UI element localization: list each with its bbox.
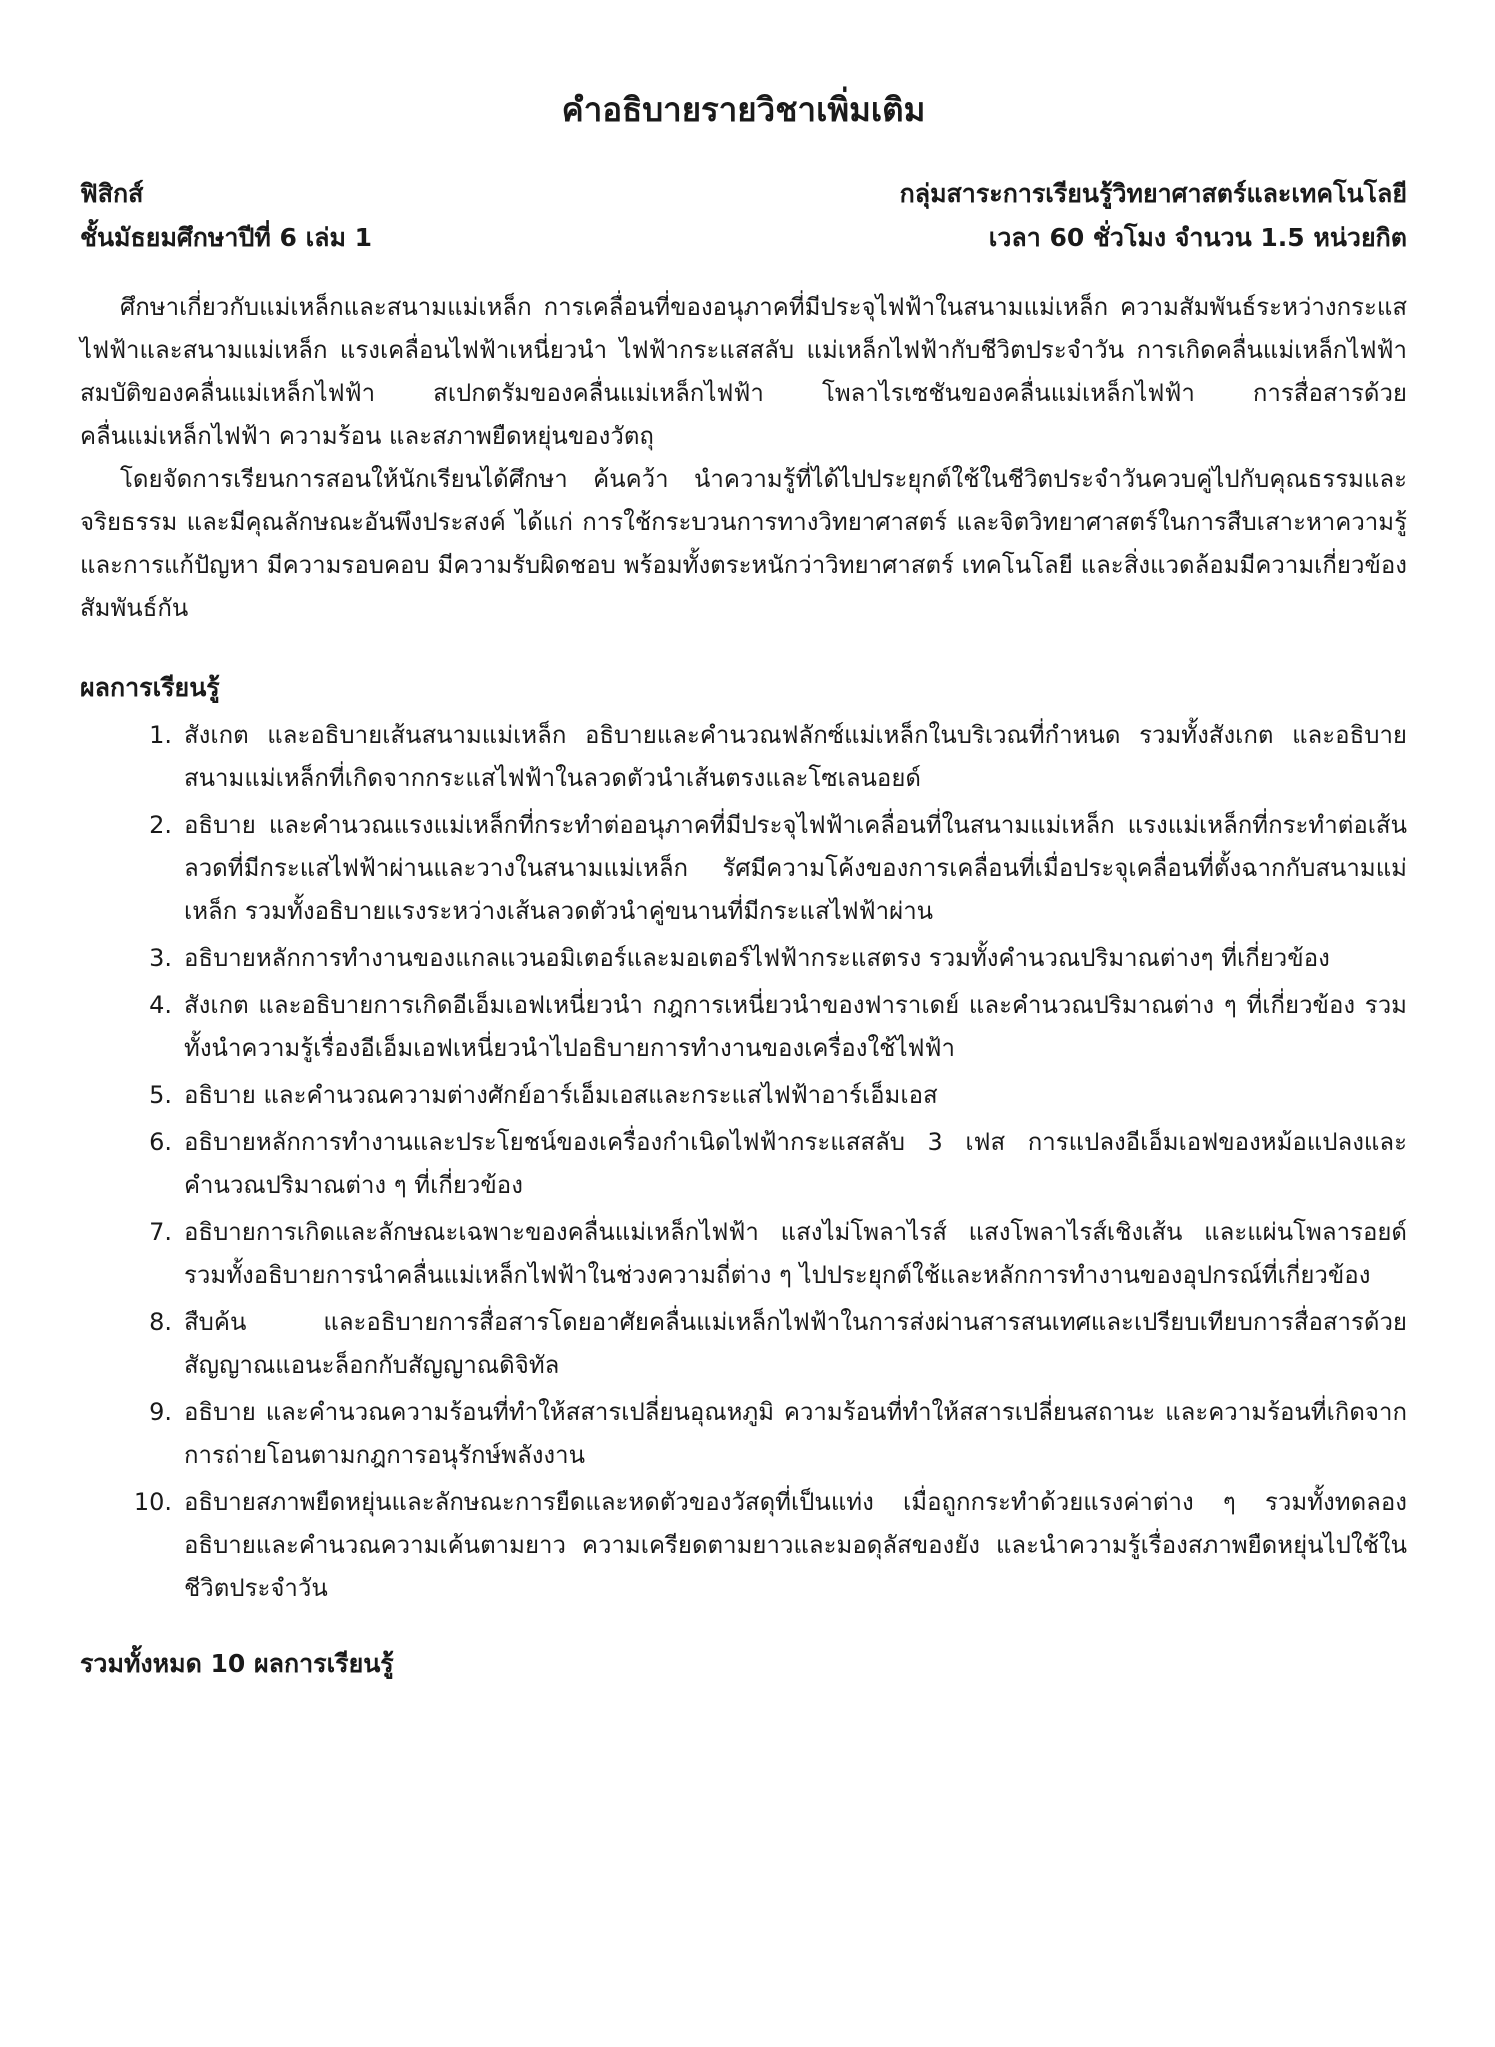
subject-name: ฟิสิกส์ <box>80 179 144 208</box>
header-row-grade <box>80 216 1407 260</box>
learning-area: กลุ่มสาระการเรียนรู้วิทยาศาสตร์และเทคโนโลยี <box>899 179 1407 208</box>
outcome-item <box>80 984 1407 1070</box>
outcome-number: 3. <box>149 944 172 972</box>
course-description <box>80 286 1407 630</box>
outcome-text: สืบค้น และอธิบายการสื่อสารโดยอาศัยคลื่นแม่เหล็กไฟฟ้าในการส่งผ่านสารสนเทศและเปรียบเทียบการสื่อสารด้วยสัญญาณแอนะล็อกกับสัญญาณดิจิทัล <box>184 1308 1407 1379</box>
outcome-text: สังเกต และอธิบายการเกิดอีเอ็มเอฟเหนี่ยวนำ กฎการเหนี่ยวนำของฟาราเดย์ และคำนวณปริมาณต่าง ๆ ที่เกี่ยวข้อง รวมทั้งนำความรู้เรื่องอีเอ็มเอฟเหนี่ยวนำไปอธิบายการทำงานของเครื่องใช้ไฟฟ้า <box>184 991 1407 1062</box>
outcome-text: อธิบาย และคำนวณความร้อนที่ทำให้สสารเปลี่ยนอุณหภูมิ ความร้อนที่ทำให้สสารเปลี่ยนสถานะ และความร้อนที่เกิดจากการถ่ายโอนตามกฎการอนุรักษ์พลังงาน <box>184 1398 1407 1469</box>
outcome-item <box>80 1121 1407 1207</box>
outcome-text: อธิบายการเกิดและลักษณะเฉพาะของคลื่นแม่เหล็กไฟฟ้า แสงไม่โพลาไรส์ แสงโพลาไรส์เชิงเส้น และแผ่นโพลารอยด์ รวมทั้งอธิบายการนำคลื่นแม่เหล็กไฟฟ้าในช่วงความถี่ต่าง ๆ ไปประยุกต์ใช้และหลักการทำงานของอุปกรณ์ที่เกี่ยวข้อง <box>184 1218 1407 1289</box>
outcome-item <box>80 804 1407 933</box>
outcome-item <box>80 1391 1407 1477</box>
outcome-text: อธิบาย และคำนวณแรงแม่เหล็กที่กระทำต่ออนุภาคที่มีประจุไฟฟ้าเคลื่อนที่ในสนามแม่เหล็ก แรงแม่เหล็กที่กระทำต่อเส้นลวดที่มีกระแสไฟฟ้าผ่านและวางในสนามแม่เหล็ก รัศมีความโค้งของการเคลื่อนที่เมื่อประจุเคลื่อนที่ตั้งฉากกับสนามแม่เหล็ก รวมทั้งอธิบายแรงระหว่างเส้นลวดตัวนำคู่ขนานที่มีกระแสไฟฟ้าผ่าน <box>184 811 1407 925</box>
outcome-number: 2. <box>149 811 172 839</box>
hours-credits: เวลา 60 ชั่วโมง จำนวน 1.5 หน่วยกิต <box>988 223 1407 252</box>
outcome-item <box>80 714 1407 800</box>
outcome-number: 4. <box>149 991 172 1019</box>
outcome-number: 6. <box>149 1128 172 1156</box>
description-paragraph: ศึกษาเกี่ยวกับแม่เหล็กและสนามแม่เหล็ก การเคลื่อนที่ของอนุภาคที่มีประจุไฟฟ้าในสนามแม่เหล็ก ความสัมพันธ์ระหว่างกระแสไฟฟ้าและสนามแม่เหล็ก แรงเคลื่อนไฟฟ้าเหนี่ยวนำ ไฟฟ้ากระแสสลับ แม่เหล็กไฟฟ้ากับชีวิตประจำวัน การเกิดคลื่นแม่เหล็กไฟฟ้า สมบัติของคลื่นแม่เหล็กไฟฟ้า สเปกตรัมของคลื่นแม่เหล็กไฟฟ้า โพลาไรเซชันของคลื่นแม่เหล็กไฟฟ้า การสื่อสารด้วยคลื่นแม่เหล็กไฟฟ้า ความร้อน และสภาพยืดหยุ่นของวัตถุ <box>80 293 1407 450</box>
outcome-item <box>80 937 1407 980</box>
outcome-text: อธิบายสภาพยืดหยุ่นและลักษณะการยืดและหดตัวของวัสดุที่เป็นแท่ง เมื่อถูกกระทำด้วยแรงค่าต่าง ๆ รวมทั้งทดลอง อธิบายและคำนวณความเค้นตามยาว ความเครียดตามยาวและมอดุลัสของยัง และนำความรู้เรื่องสภาพยืดหยุ่นไปใช้ในชีวิตประจำวัน <box>184 1488 1407 1602</box>
description-paragraph: โดยจัดการเรียนการสอนให้นักเรียนได้ศึกษา ค้นคว้า นำความรู้ที่ได้ไปประยุกต์ใช้ในชีวิตประจำวันควบคู่ไปกับคุณธรรมและจริยธรรม และมีคุณลักษณะอันพึงประสงค์ ได้แก่ การใช้กระบวนการทางวิทยาศาสตร์ และจิตวิทยาศาสตร์ในการสืบเสาะหาความรู้และการแก้ปัญหา มีความรอบคอบ มีความรับผิดชอบ พร้อมทั้งตระหนักว่าวิทยาศาสตร์ เทคโนโลยี และสิ่งแวดล้อมมีความเกี่ยวข้องสัมพันธ์กัน <box>80 465 1407 622</box>
outcome-number: 10. <box>133 1488 172 1516</box>
outcome-number: 9. <box>149 1398 172 1426</box>
outcome-number: 7. <box>149 1218 172 1246</box>
grade-level: ชั้นมัธยมศึกษาปีที่ 6 เล่ม 1 <box>80 223 373 252</box>
outcome-item <box>80 1074 1407 1117</box>
outcomes-heading: ผลการเรียนรู้ <box>80 673 220 702</box>
outcome-item <box>80 1211 1407 1297</box>
outcome-text: อธิบายหลักการทำงานและประโยชน์ของเครื่องกำเนิดไฟฟ้ากระแสสลับ 3 เฟส การแปลงอีเอ็มเอฟของหม้อแปลงและคำนวณปริมาณต่าง ๆ ที่เกี่ยวข้อง <box>184 1128 1407 1199</box>
outcomes-list <box>80 714 1407 1610</box>
outcomes-summary: รวมทั้งหมด 10 ผลการเรียนรู้ <box>80 1649 394 1678</box>
outcome-item <box>80 1481 1407 1610</box>
outcome-number: 8. <box>149 1308 172 1336</box>
document-title: คำอธิบายรายวิชาเพิ่มเติม <box>561 90 926 129</box>
outcome-item <box>80 1301 1407 1387</box>
outcome-number: 5. <box>149 1081 172 1109</box>
outcome-text: อธิบาย และคำนวณความต่างศักย์อาร์เอ็มเอสและกระแสไฟฟ้าอาร์เอ็มเอส <box>184 1081 938 1109</box>
outcome-number: 1. <box>149 721 172 749</box>
header-row-subject <box>80 172 1407 216</box>
outcome-text: อธิบายหลักการทำงานของแกลแวนอมิเตอร์และมอเตอร์ไฟฟ้ากระแสตรง รวมทั้งคำนวณปริมาณต่างๆ ที่เกี่ยวข้อง <box>184 944 1330 972</box>
outcome-text: สังเกต และอธิบายเส้นสนามแม่เหล็ก อธิบายและคำนวณฟลักซ์แม่เหล็กในบริเวณที่กำหนด รวมทั้งสังเกต และอธิบายสนามแม่เหล็กที่เกิดจากกระแสไฟฟ้าในลวดตัวนำเส้นตรงและโซเลนอยด์ <box>184 721 1407 792</box>
